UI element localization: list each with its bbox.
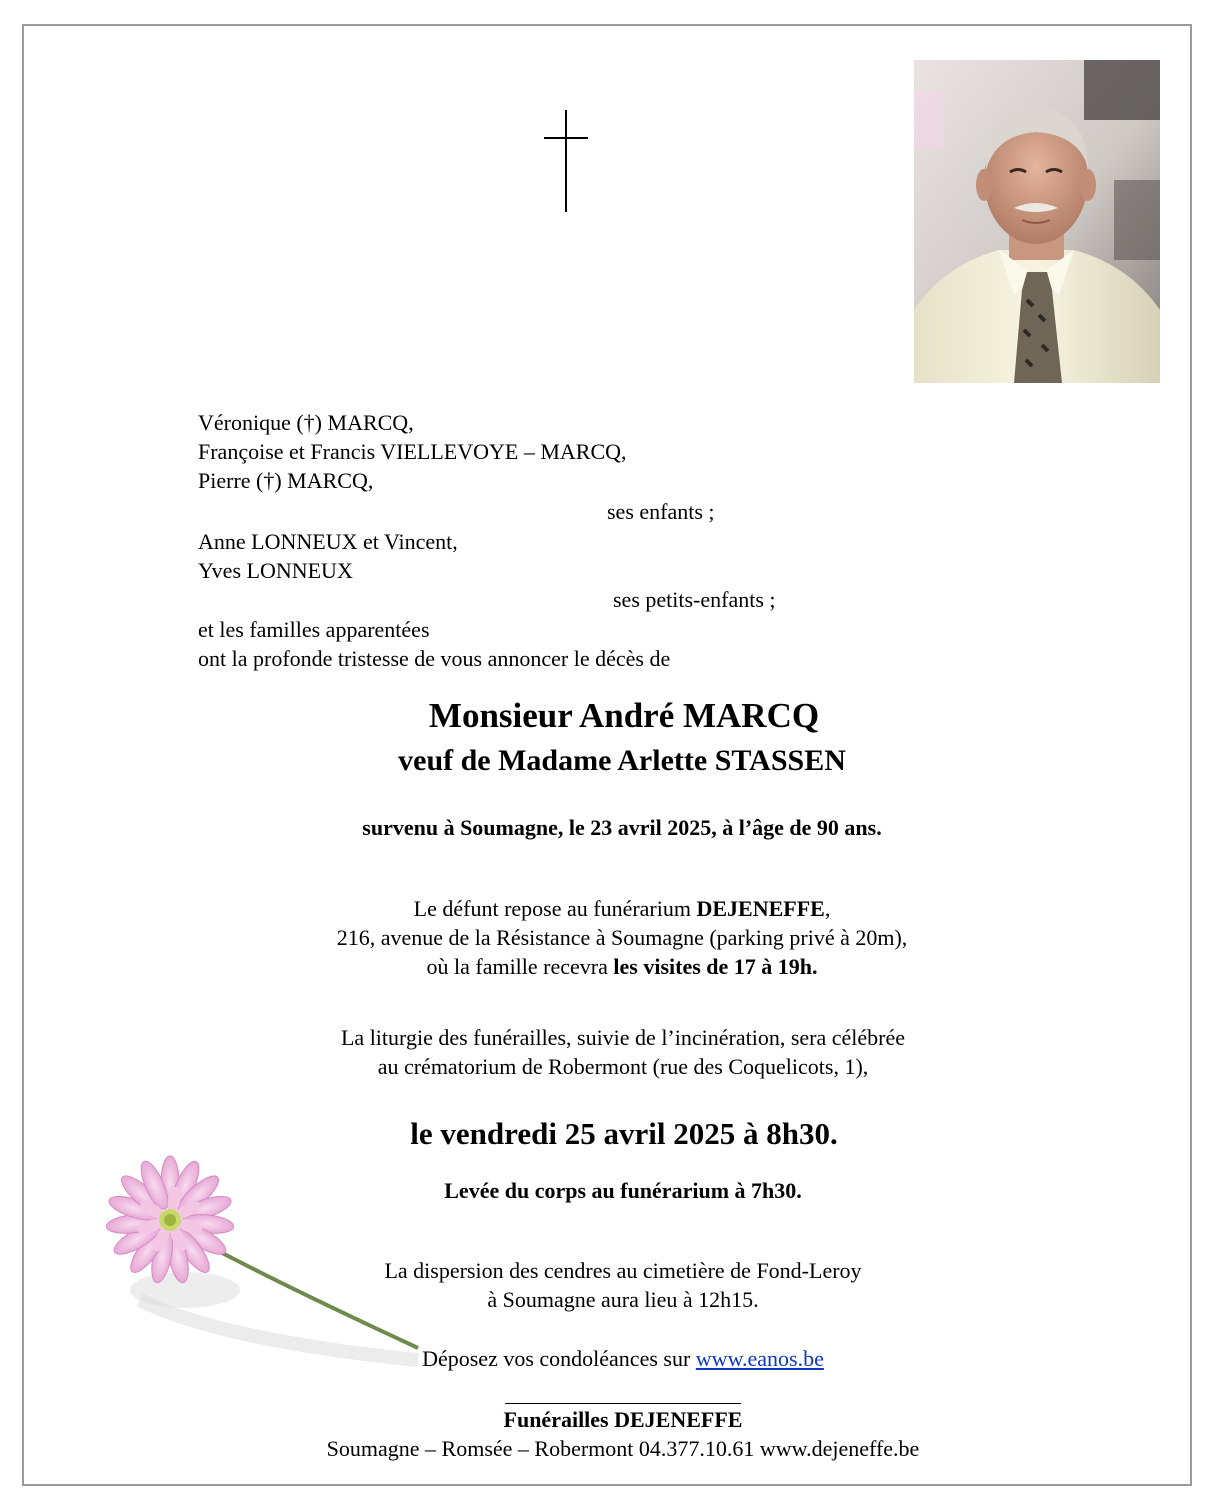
liturgy-line-1: La liturgie des funérailles, suivie de l’incinération, sera célébrée xyxy=(340,1025,906,1050)
levee-line: Levée du corps au funérarium à 7h30. xyxy=(444,1178,802,1203)
rest-line-1-prefix: Le défunt repose au funérarium xyxy=(413,896,697,921)
deceased-name: Monsieur André MARCQ xyxy=(428,696,820,735)
children-caption: ses enfants ; xyxy=(607,499,715,524)
grandchild-line-2: Yves LONNEUX xyxy=(198,558,353,583)
portrait-photo xyxy=(914,60,1160,383)
dispersion-line-2: à Soumagne aura lieu à 12h15. xyxy=(487,1287,759,1312)
grandchild-line-1: Anne LONNEUX et Vincent, xyxy=(198,529,458,554)
rest-line-1 xyxy=(0,898,1214,920)
child-line-2: Françoise et Francis VIELLEVOYE – MARCQ, xyxy=(198,439,627,464)
ceremony-date: le vendredi 25 avril 2025 à 8h30. xyxy=(410,1116,838,1151)
condolences-text: Déposez vos condoléances sur xyxy=(422,1346,696,1371)
footer-divider xyxy=(505,1403,741,1404)
liturgy-line-2: au crématorium de Robermont (rue des Coquelicots, 1), xyxy=(377,1054,869,1079)
grandchildren-caption: ses petits-enfants ; xyxy=(613,587,776,612)
condolences-link[interactable]: www.eanos.be xyxy=(695,1346,824,1371)
child-line-1: Véronique (†) MARCQ, xyxy=(198,410,414,435)
deceased-spouse: veuf de Madame Arlette STASSEN xyxy=(398,744,846,777)
footer-company: Funérailles DEJENEFFE xyxy=(503,1407,743,1432)
rest-line-3-prefix: où la famille recevra xyxy=(426,954,614,979)
visiting-hours: les visites de 17 à 19h. xyxy=(613,954,818,979)
funeral-home-name: DEJENEFFE xyxy=(696,896,825,921)
rest-line-2: 216, avenue de la Résistance à Soumagne (parking privé à 20m), xyxy=(336,925,908,950)
child-line-3: Pierre (†) MARCQ, xyxy=(198,468,374,493)
relatives-line: et les familles apparentées xyxy=(198,617,430,642)
death-info: survenu à Soumagne, le 23 avril 2025, à l’âge de 90 ans. xyxy=(362,815,882,840)
cross-icon xyxy=(542,110,590,212)
announcement-line: ont la profonde tristesse de vous annoncer le décès de xyxy=(198,646,671,671)
footer-contact: Soumagne – Romsée – Robermont 04.377.10.61 www.dejeneffe.be xyxy=(326,1436,920,1461)
condolences-line xyxy=(0,1348,1214,1370)
dispersion-line-1: La dispersion des cendres au cimetière de Fond-Leroy xyxy=(384,1258,862,1283)
rest-line-3 xyxy=(0,956,1214,978)
rest-line-1-suffix: , xyxy=(824,896,831,921)
